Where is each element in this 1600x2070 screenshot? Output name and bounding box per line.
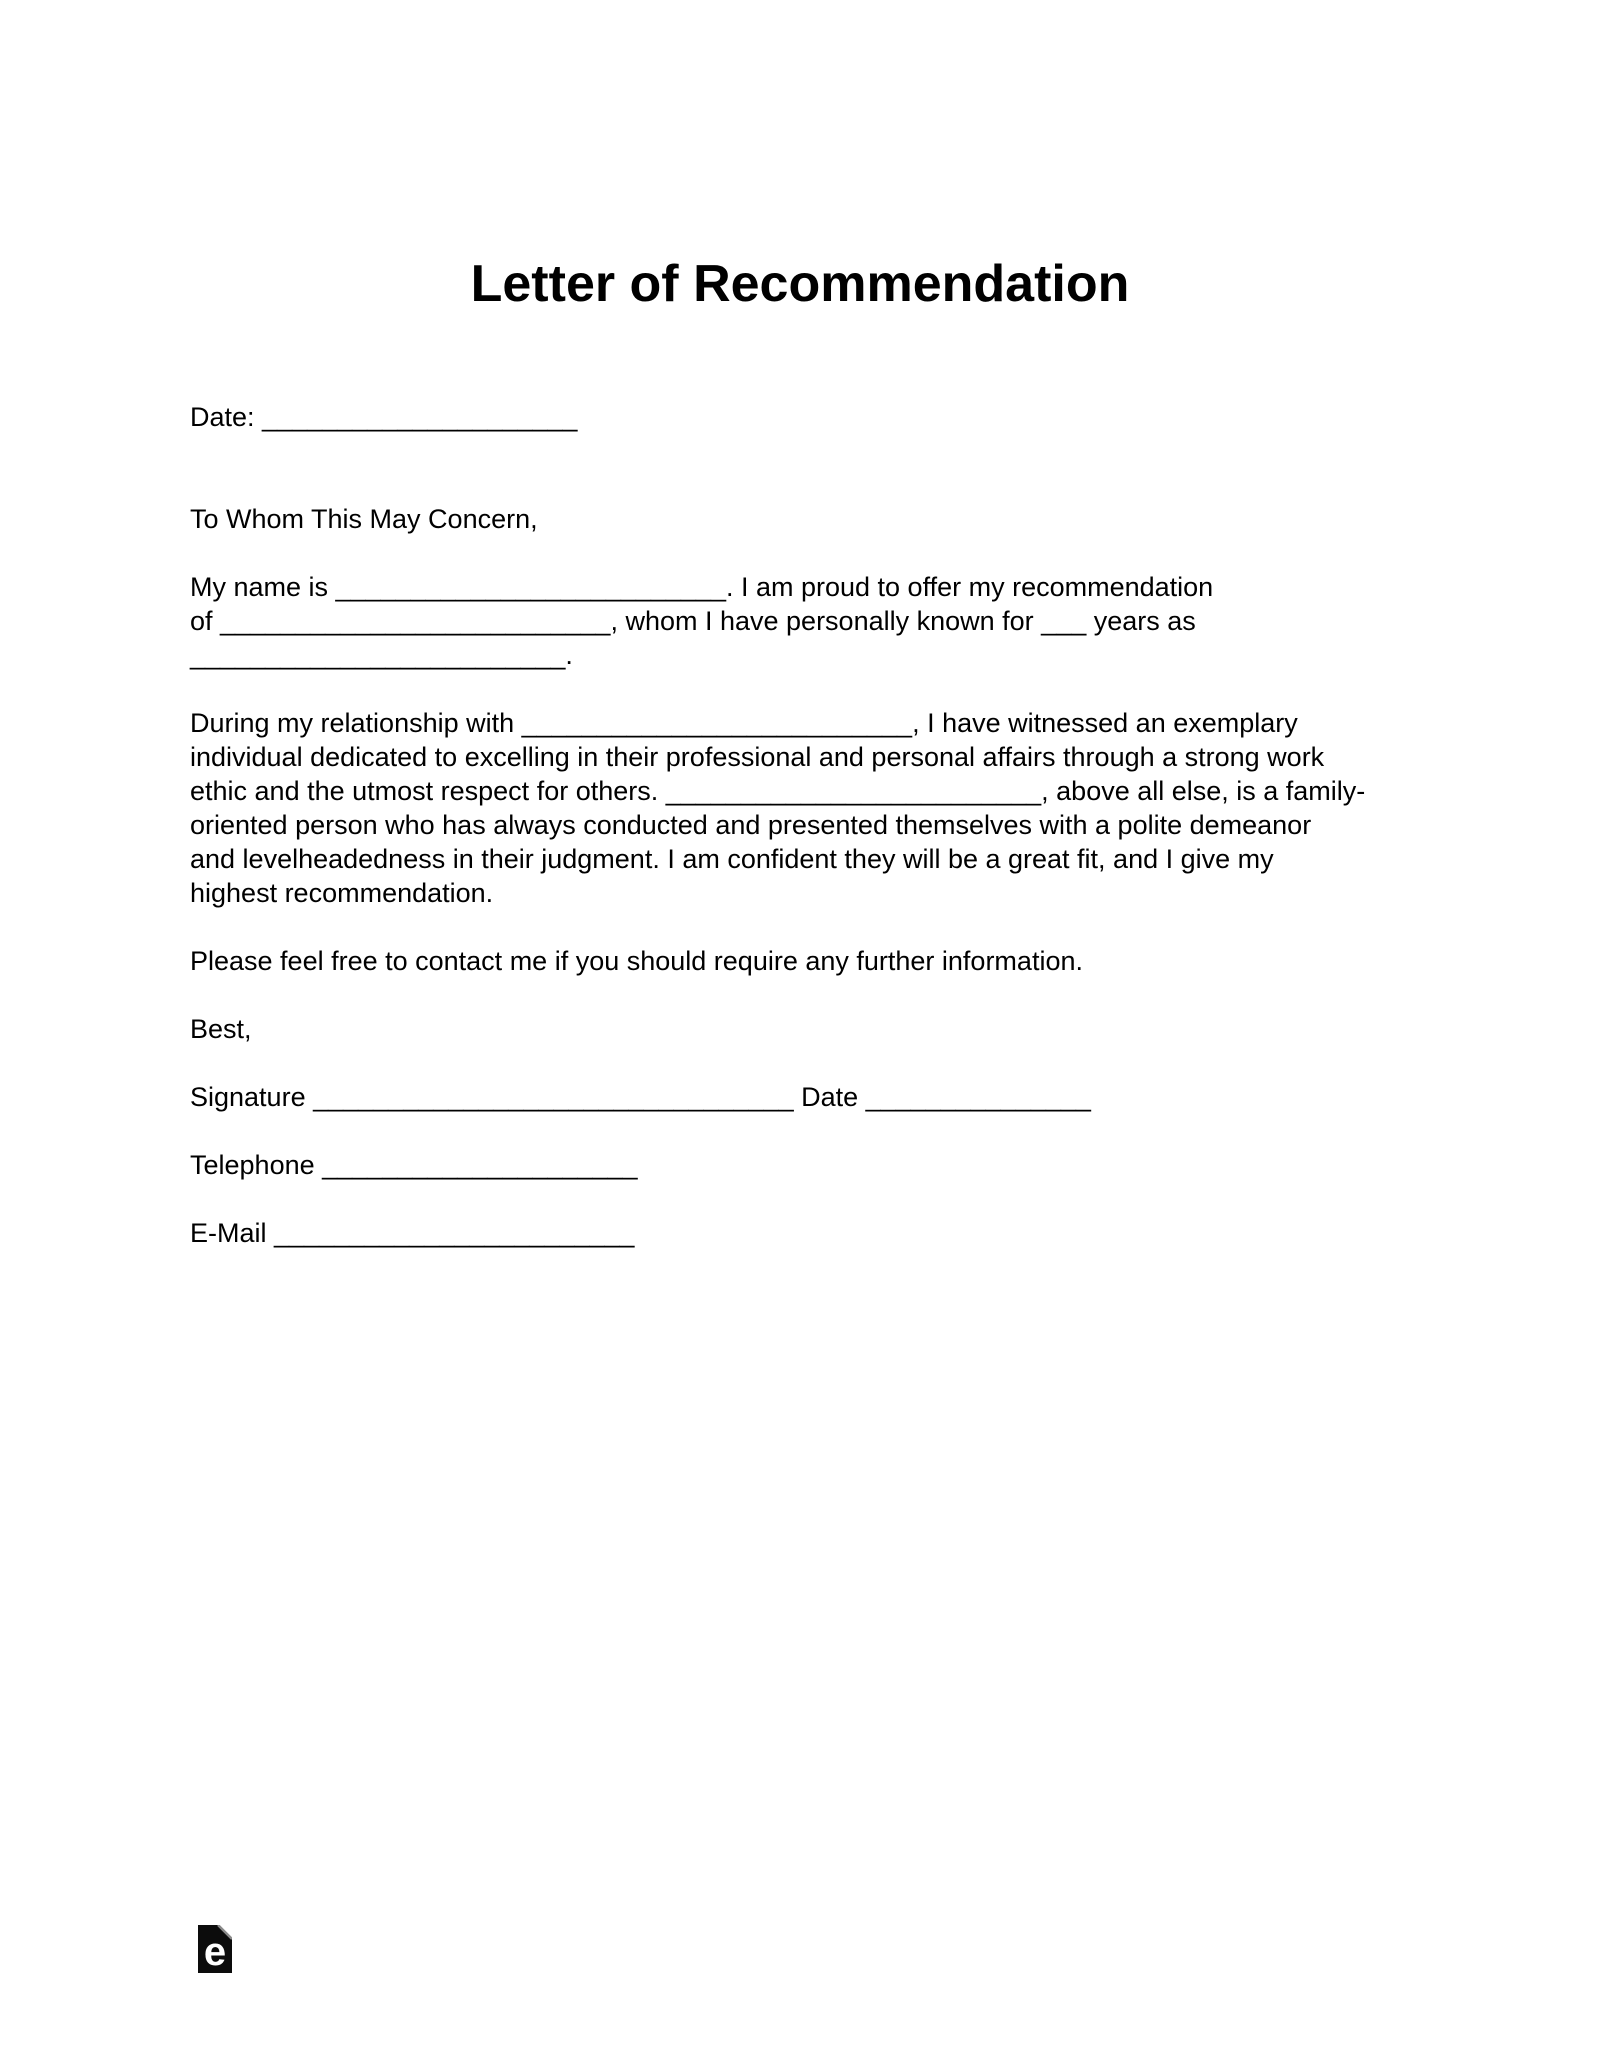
relationship-blank-field: _________________________ bbox=[190, 640, 566, 670]
paragraph-text: . I am proud to offer my recommendation bbox=[725, 572, 1214, 602]
years-blank-field: ___ bbox=[1041, 606, 1087, 636]
paragraph-text: , whom I have personally known for bbox=[610, 606, 1042, 636]
paragraph1-line1 bbox=[190, 570, 1450, 604]
paragraph2-line6: highest recommendation. bbox=[190, 878, 494, 908]
contact-line: Please feel free to contact me if you should require any further information. bbox=[190, 946, 1083, 976]
letter-body bbox=[190, 400, 1450, 1250]
email-label: E-Mail bbox=[190, 1218, 275, 1248]
email-line bbox=[190, 1216, 1450, 1250]
paragraph-text: During my relationship with bbox=[190, 708, 522, 738]
email-blank-field: ________________________ bbox=[274, 1218, 635, 1248]
salutation: To Whom This May Concern, bbox=[190, 504, 538, 534]
paragraph-text: My name is bbox=[190, 572, 336, 602]
name-blank-field: _________________________ bbox=[665, 776, 1042, 806]
paragraph-text: , I have witnessed an exemplary bbox=[912, 708, 1298, 738]
name-blank-field: __________________________ bbox=[521, 708, 913, 738]
telephone-line bbox=[190, 1148, 1450, 1182]
closing: Best, bbox=[190, 1014, 252, 1044]
date-line bbox=[190, 400, 1450, 434]
date-blank-field: _____________________ bbox=[262, 402, 578, 432]
paragraph2-line1 bbox=[190, 706, 1450, 740]
paragraph-text: ethic and the utmost respect for others. bbox=[190, 776, 666, 806]
paragraph2-line2: individual dedicated to excelling in their professional and personal affairs through a strong work bbox=[190, 742, 1325, 772]
page-title: Letter of Recommendation bbox=[470, 254, 1130, 313]
signature-blank-field: ________________________________ bbox=[313, 1082, 794, 1112]
paragraph-text: years as bbox=[1086, 606, 1196, 636]
paragraph1-line2 bbox=[190, 604, 1450, 638]
paragraph2-line3 bbox=[190, 774, 1450, 808]
eforms-logo bbox=[198, 1925, 232, 1973]
recommended-name-blank-field: __________________________ bbox=[220, 606, 611, 636]
date-label: Date: bbox=[190, 402, 263, 432]
signature-date-label: Date bbox=[793, 1082, 866, 1112]
paragraph2-line4: oriented person who has always conducted and presented themselves with a polite demeanor bbox=[190, 810, 1312, 840]
signature-line bbox=[190, 1080, 1450, 1114]
telephone-label: Telephone bbox=[190, 1150, 323, 1180]
paragraph-text: of bbox=[190, 606, 221, 636]
paragraph-text: , above all else, is a family- bbox=[1041, 776, 1366, 806]
paragraph1-line3 bbox=[190, 638, 1450, 672]
logo-letter: e bbox=[203, 1930, 227, 1974]
signature-date-blank-field: _______________ bbox=[865, 1082, 1091, 1112]
paragraph-text: . bbox=[565, 640, 573, 670]
name-blank-field: __________________________ bbox=[335, 572, 726, 602]
telephone-blank-field: _____________________ bbox=[322, 1150, 638, 1180]
signature-label: Signature bbox=[190, 1082, 314, 1112]
paragraph2-line5: and levelheadedness in their judgment. I am confident they will be a great fit, and I give my bbox=[190, 844, 1274, 874]
